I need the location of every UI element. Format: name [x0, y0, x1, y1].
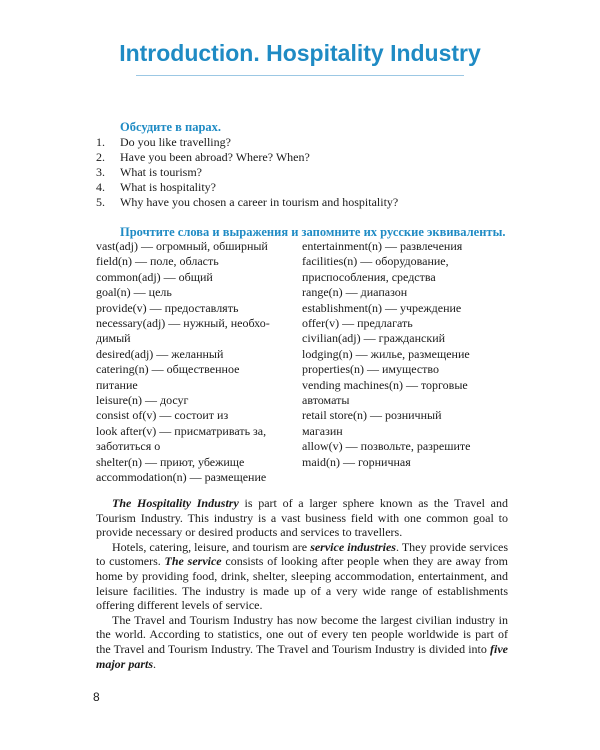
vocabulary-entry: vending machines(n) — торговые: [302, 377, 468, 392]
paragraph-2: [96, 540, 508, 613]
body-text: [96, 496, 508, 671]
vocabulary-entry: allow(v) — позвольте, разрешите: [302, 439, 471, 454]
vocabulary-entry: establishment(n) — учреждение: [302, 300, 462, 315]
vocabulary-entry: field(n) — поле, область: [96, 254, 219, 269]
vocabulary-entry: retail store(n) — розничный: [302, 408, 442, 423]
emphasis-text: The Hospitality Industry: [112, 496, 239, 510]
page-title: Introduction. Hospitality Industry: [119, 40, 481, 66]
vocabulary-entry: goal(n) — цель: [96, 285, 172, 300]
vocabulary-entry: properties(n) — имущество: [302, 362, 440, 377]
question-text: What is hospitality?: [120, 180, 216, 194]
vocabulary-entry: leisure(n) — досуг: [96, 393, 189, 408]
vocabulary-entry: питание: [96, 377, 138, 392]
emphasis-text: service industries: [310, 539, 396, 554]
discuss-heading: Обсудите в парах.: [120, 120, 222, 134]
paragraph-text: . They provide services to customers.: [96, 539, 508, 569]
vocabulary-entry: offer(v) — предлагать: [302, 316, 413, 331]
question-item: [96, 165, 398, 180]
vocabulary-entry: provide(v) — предоставлять: [96, 300, 239, 315]
vocabulary-entry: facilities(n) — оборудование,: [302, 254, 449, 269]
paragraph-1: [96, 496, 508, 540]
question-text: Do you like travelling?: [120, 135, 231, 149]
page-number: 8: [93, 690, 100, 704]
vocabulary-entry: range(n) — диапазон: [302, 285, 408, 300]
vocabulary-entry: entertainment(n) — развлечения: [302, 239, 463, 253]
vocabulary-entry: maid(n) — горничная: [302, 454, 411, 469]
vocabulary-entry: димый: [96, 331, 131, 346]
question-text: Why have you chosen a career in tourism and hospitality?: [120, 195, 399, 209]
vocabulary-entry: приспособления, средства: [302, 269, 436, 284]
paragraph-text: consists of looking after people when they are away from home by providing food, drink, shelter, sleeping accommodation, entertainment, and leisure facilities. The industry is made up of a very wide range of establishments offering different levels of service.: [96, 554, 508, 613]
paragraph-3: [96, 613, 508, 671]
question-item: [96, 135, 398, 150]
question-text: What is tourism?: [120, 165, 202, 179]
vocabulary-entry: accommodation(n) — размещение: [96, 470, 267, 485]
question-item: [96, 180, 398, 195]
vocabulary-entry: автоматы: [302, 393, 350, 408]
question-item: [96, 195, 398, 210]
emphasis-text: five major parts: [96, 641, 508, 671]
paragraph-text: is part of a larger sphere known as the Travel and Tourism Industry. This industry is a vast business field with one common goal to provide necessary or desired products and services to travellers.: [96, 496, 508, 540]
vocabulary-entry: shelter(n) — приют, убежище: [96, 454, 245, 469]
paragraph-text: Hotels, catering, leisure, and tourism are: [112, 539, 311, 554]
vocabulary-entry: магазин: [302, 423, 343, 438]
emphasis-text: The service: [164, 554, 222, 569]
vocabulary-left-column: [96, 239, 301, 486]
question-number: 4.: [96, 180, 105, 194]
vocabulary-entry: vast(adj) — огромный, обширный: [96, 239, 268, 253]
vocabulary-entry: desired(adj) — желанный: [96, 346, 224, 361]
vocabulary-entry: catering(n) — общественное: [96, 362, 240, 377]
paragraph-text: .: [153, 656, 157, 671]
question-item: [96, 150, 398, 165]
question-number: 3.: [96, 165, 105, 179]
vocabulary-entry: necessary(adj) — нужный, необхо-: [96, 316, 270, 331]
vocabulary-entry: common(adj) — общий: [96, 269, 213, 284]
vocabulary-entry: заботиться о: [96, 439, 161, 454]
question-number: 5.: [96, 195, 105, 209]
paragraph-text: The Travel and Tourism Industry has now become the largest civilian industry in the world. According to statistics, one out of every ten people worldwide is part of the Travel and Tourism Industry. The Travel and Tourism Industry is divided into: [96, 612, 508, 656]
vocabulary-right-column: [302, 239, 512, 470]
question-text: Have you been abroad? Where? When?: [120, 150, 310, 164]
vocabulary-heading: Прочтите слова и выражения и запомните их русские эквиваленты.: [120, 225, 506, 239]
vocabulary-entry: consist of(v) — состоит из: [96, 408, 229, 423]
title-underline: [136, 75, 464, 76]
question-number: 1.: [96, 135, 105, 149]
question-number: 2.: [96, 150, 105, 164]
discussion-questions: [96, 135, 398, 210]
vocabulary-entry: lodging(n) — жилье, размещение: [302, 346, 470, 361]
vocabulary-entry: look after(v) — присматривать за,: [96, 423, 267, 438]
vocabulary-entry: civilian(adj) — гражданский: [302, 331, 446, 346]
